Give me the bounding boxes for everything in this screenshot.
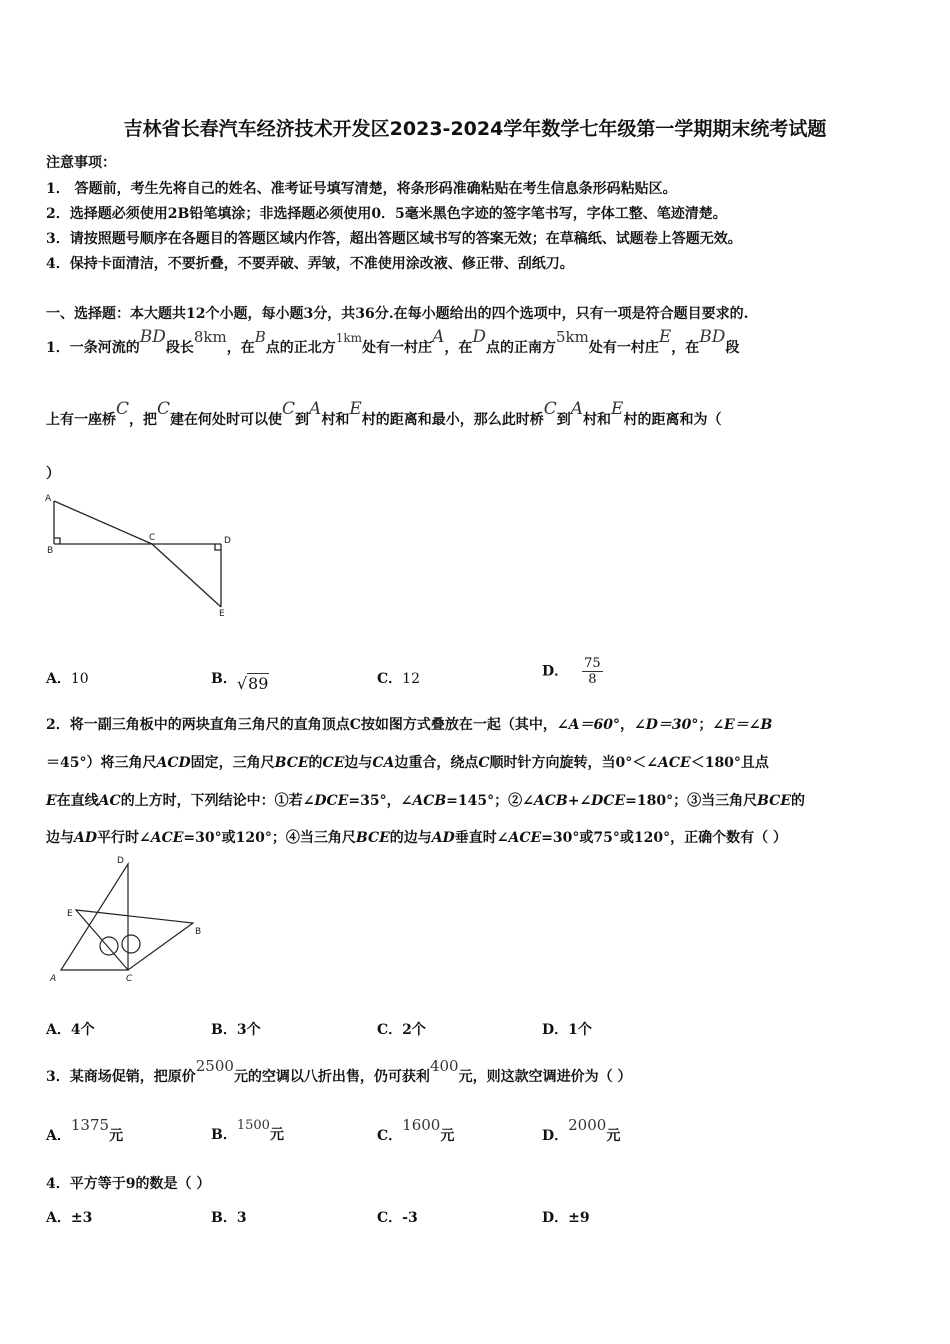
option-value: 12	[402, 671, 420, 687]
q2-line-3	[46, 790, 805, 810]
q4-option-d[interactable]: D．±9	[542, 1210, 590, 1226]
notice-item-4: 4．保持卡面清洁，不要折叠，不要弄破、弄皱，不准使用涂改液、修正带、刮纸刀。	[46, 256, 574, 272]
q1-text: 1．一条河流的	[46, 340, 140, 356]
q2-math: CE	[322, 755, 345, 771]
fraction	[582, 656, 603, 687]
q2-text: ，	[619, 717, 634, 733]
notice-item-2: 2．选择题必须使用2B铅笔填涂；非选择题必须使用0．5毫米黑色字迹的签字笔书写，字体工整、笔迹清楚。	[46, 206, 727, 222]
q1-text: 点的正南方	[485, 340, 556, 356]
q1-math: BD	[139, 327, 166, 347]
label-d: D	[117, 856, 124, 866]
q1-math: 8km	[193, 328, 227, 346]
q2-text: 的	[791, 793, 805, 809]
option-unit: 元	[269, 1127, 284, 1143]
q2-figure	[40, 850, 220, 990]
q1-option-d[interactable]	[542, 656, 603, 687]
q1-option-b[interactable]	[211, 668, 269, 693]
q1-math: BD	[699, 327, 726, 347]
label-a: A	[45, 494, 52, 504]
notice-item-1: 1． 答题前，考生先将自己的姓名、准考证号填写清楚，将条形码准确粘贴在考生信息条形码粘贴区。	[46, 181, 677, 197]
q1-math: C	[543, 399, 557, 419]
option-value: 2000	[568, 1116, 607, 1134]
q2-text: 边与	[344, 755, 373, 771]
q2-math: ∠D＝30°	[633, 717, 699, 733]
q2-text: 的边与	[389, 830, 432, 846]
q2-text: 垂直时	[454, 830, 497, 846]
q2-math: BCE	[355, 830, 390, 846]
q2-math: AD	[74, 830, 98, 846]
q3-text: 3．某商场促销，把原价	[46, 1069, 196, 1085]
q1-text: 段	[725, 340, 740, 356]
q3-option-b[interactable]	[211, 1120, 284, 1151]
q1-math: D	[472, 327, 486, 347]
option-unit: 元	[606, 1128, 621, 1144]
q1-math: C	[157, 399, 171, 419]
q2-text: 边重合，绕点	[394, 755, 479, 771]
q3-option-d[interactable]	[542, 1116, 621, 1151]
q2-math: ACD	[156, 755, 191, 771]
q2-math: ∠ACE	[139, 830, 184, 846]
q1-math: E	[349, 399, 362, 419]
q1-text: 到	[556, 412, 571, 428]
q1-math: 5km	[555, 328, 589, 346]
q1-text: 处有一村庄	[362, 340, 433, 356]
q1-text: ，把	[129, 412, 158, 428]
q1-line-3: ）	[46, 466, 60, 482]
radicand: 89	[248, 674, 269, 693]
q2-math: E	[46, 793, 57, 809]
label-c: C	[126, 974, 133, 984]
segment-ce	[152, 544, 221, 607]
q2-option-c[interactable]: C．2个	[377, 1022, 426, 1038]
label-e: E	[219, 609, 225, 619]
denominator: 8	[588, 672, 597, 687]
q2-line-2	[46, 752, 769, 772]
right-angle-d	[215, 544, 221, 550]
label-a: A	[50, 974, 57, 984]
q1-text: ，在	[226, 340, 255, 356]
q3-text: 元，则这款空调进价为（ ）	[458, 1069, 632, 1085]
q1-text: 村的距离和最小，那么此时桥	[361, 412, 544, 428]
option-label: B．	[211, 1127, 237, 1143]
q2-math: ∠ACB+∠DCE	[522, 793, 626, 809]
option-value: 1600	[402, 1116, 441, 1134]
circle-2	[122, 935, 140, 953]
q2-text: ＜180°且点	[690, 755, 769, 771]
q2-math: ∠ACB	[400, 793, 447, 809]
q2-text: ；	[698, 717, 713, 733]
q1-text: 村和	[321, 412, 350, 428]
q1-math: B	[254, 328, 266, 346]
q2-text: 平行时	[97, 830, 140, 846]
q1-math: A	[432, 327, 445, 347]
q3-option-c[interactable]	[377, 1116, 455, 1151]
notice-heading: 注意事项：	[46, 155, 116, 171]
q1-text: 段长	[165, 340, 194, 356]
q2-math: AD	[431, 830, 455, 846]
q1-text: ，在	[444, 340, 473, 356]
q1-figure	[40, 492, 240, 622]
q2-text: =180°；③当三角尺	[625, 793, 758, 809]
q2-text: 边与	[46, 830, 74, 846]
q4-line: 4．平方等于9的数是（ ）	[46, 1176, 211, 1192]
q2-text: 的	[308, 755, 323, 771]
circle-1	[100, 937, 118, 955]
q2-text: 顺时针方向旋转，当0°＜	[489, 755, 647, 771]
q4-option-c[interactable]: C．-3	[377, 1210, 418, 1226]
q2-text: =35°，	[348, 793, 401, 809]
option-label: B．	[211, 671, 237, 687]
q3-math: 400	[429, 1057, 459, 1075]
option-label: C．	[377, 1128, 403, 1144]
option-label: A．	[46, 671, 71, 687]
q2-option-a[interactable]: A．4个	[46, 1022, 95, 1038]
q3-text: 元的空调以八折出售，仍可获利	[233, 1069, 430, 1085]
q2-option-d[interactable]: D．1个	[542, 1022, 592, 1038]
segment-ac	[54, 501, 152, 544]
q2-math: ∠ACE	[646, 755, 691, 771]
q2-line-4	[46, 827, 787, 847]
q2-text: 固定，三角尺	[190, 755, 275, 771]
sqrt-expression: √89	[236, 674, 269, 693]
label-b: B	[195, 927, 202, 937]
q3-line	[46, 1057, 632, 1093]
option-value: 1375	[70, 1116, 110, 1134]
option-label: C．	[377, 671, 403, 687]
option-value: 10	[70, 671, 89, 687]
label-e: E	[67, 909, 73, 919]
q1-text: 村和	[583, 412, 612, 428]
option-label: A．	[46, 1128, 71, 1144]
q1-line-1	[46, 327, 740, 365]
option-label: D．	[542, 663, 569, 680]
q1-math: 1km	[335, 331, 363, 345]
q3-math: 2500	[195, 1057, 234, 1075]
q1-text: 上有一座桥	[46, 412, 116, 428]
q1-math: E	[611, 399, 624, 419]
q1-text: ，在	[671, 340, 700, 356]
q1-line-2	[46, 399, 722, 437]
q2-text: =30°或75°或120°，正确个数有（ ）	[541, 830, 787, 846]
q1-text: 点的正北方	[265, 340, 336, 356]
q2-text: 2．将一副三角板中的两块直角三角尺的直角顶点C按如图方式叠放在一起（其中，	[46, 717, 557, 733]
q2-math: BCE	[274, 755, 309, 771]
q2-line-1	[46, 714, 772, 734]
q2-text: 在直线	[56, 793, 99, 809]
page-title: 吉林省长春汽车经济技术开发区2023-2024学年数学七年级第一学期期末统考试题	[123, 118, 827, 140]
q2-text: 的上方时，下列结论中：①若	[120, 793, 303, 809]
right-angle-b	[54, 538, 60, 544]
q2-math: AC	[98, 793, 121, 809]
q2-math: ∠ACE	[496, 830, 542, 846]
q2-text: ＝45°）将三角尺	[46, 755, 157, 771]
q1-math: A	[309, 399, 322, 419]
q2-math: ∠DCE	[302, 793, 349, 809]
q3-option-a[interactable]	[46, 1116, 124, 1151]
q2-math: ∠A＝60°	[556, 717, 620, 733]
q1-math: E	[658, 327, 672, 347]
label-b: B	[47, 546, 54, 556]
q2-math: BCE	[757, 793, 791, 809]
q1-option-c[interactable]	[377, 668, 420, 688]
q2-text: =145°；②	[446, 793, 523, 809]
numerator: 75	[584, 656, 601, 671]
q2-option-b[interactable]: B．3个	[211, 1022, 261, 1038]
q1-text: 村的距离和为（	[623, 412, 722, 428]
q1-text: 处有一村庄	[588, 340, 659, 356]
q2-math: CA	[372, 755, 395, 771]
q1-math: A	[570, 399, 584, 419]
q1-math: C	[116, 399, 130, 419]
option-label: D．	[542, 1128, 569, 1144]
label-d: D	[224, 536, 231, 546]
q1-option-a[interactable]	[46, 668, 89, 688]
notice-item-3: 3．请按照题号顺序在各题目的答题区域内作答，超出答题区域书写的答案无效；在草稿纸、试题卷上答题无效。	[46, 231, 742, 247]
q4-option-b[interactable]: B．3	[211, 1210, 247, 1226]
q1-text: 到	[295, 412, 310, 428]
q2-text: =30°或120°；④当三角尺	[183, 830, 356, 846]
section-heading: 一、选择题：本大题共12个小题，每小题3分，共36分.在每小题给出的四个选项中，只有一项是符合题目要求的.	[46, 306, 749, 322]
option-unit: 元	[440, 1128, 455, 1144]
option-value: 1500	[236, 1118, 270, 1133]
q1-math: C	[282, 399, 296, 419]
option-unit: 元	[109, 1128, 124, 1144]
q2-math: C	[478, 755, 490, 771]
q2-math: ∠E＝∠B	[712, 717, 773, 733]
q4-option-a[interactable]: A．±3	[46, 1210, 93, 1226]
q1-text: 建在何处时可以使	[170, 412, 283, 428]
label-c: C	[149, 533, 156, 543]
